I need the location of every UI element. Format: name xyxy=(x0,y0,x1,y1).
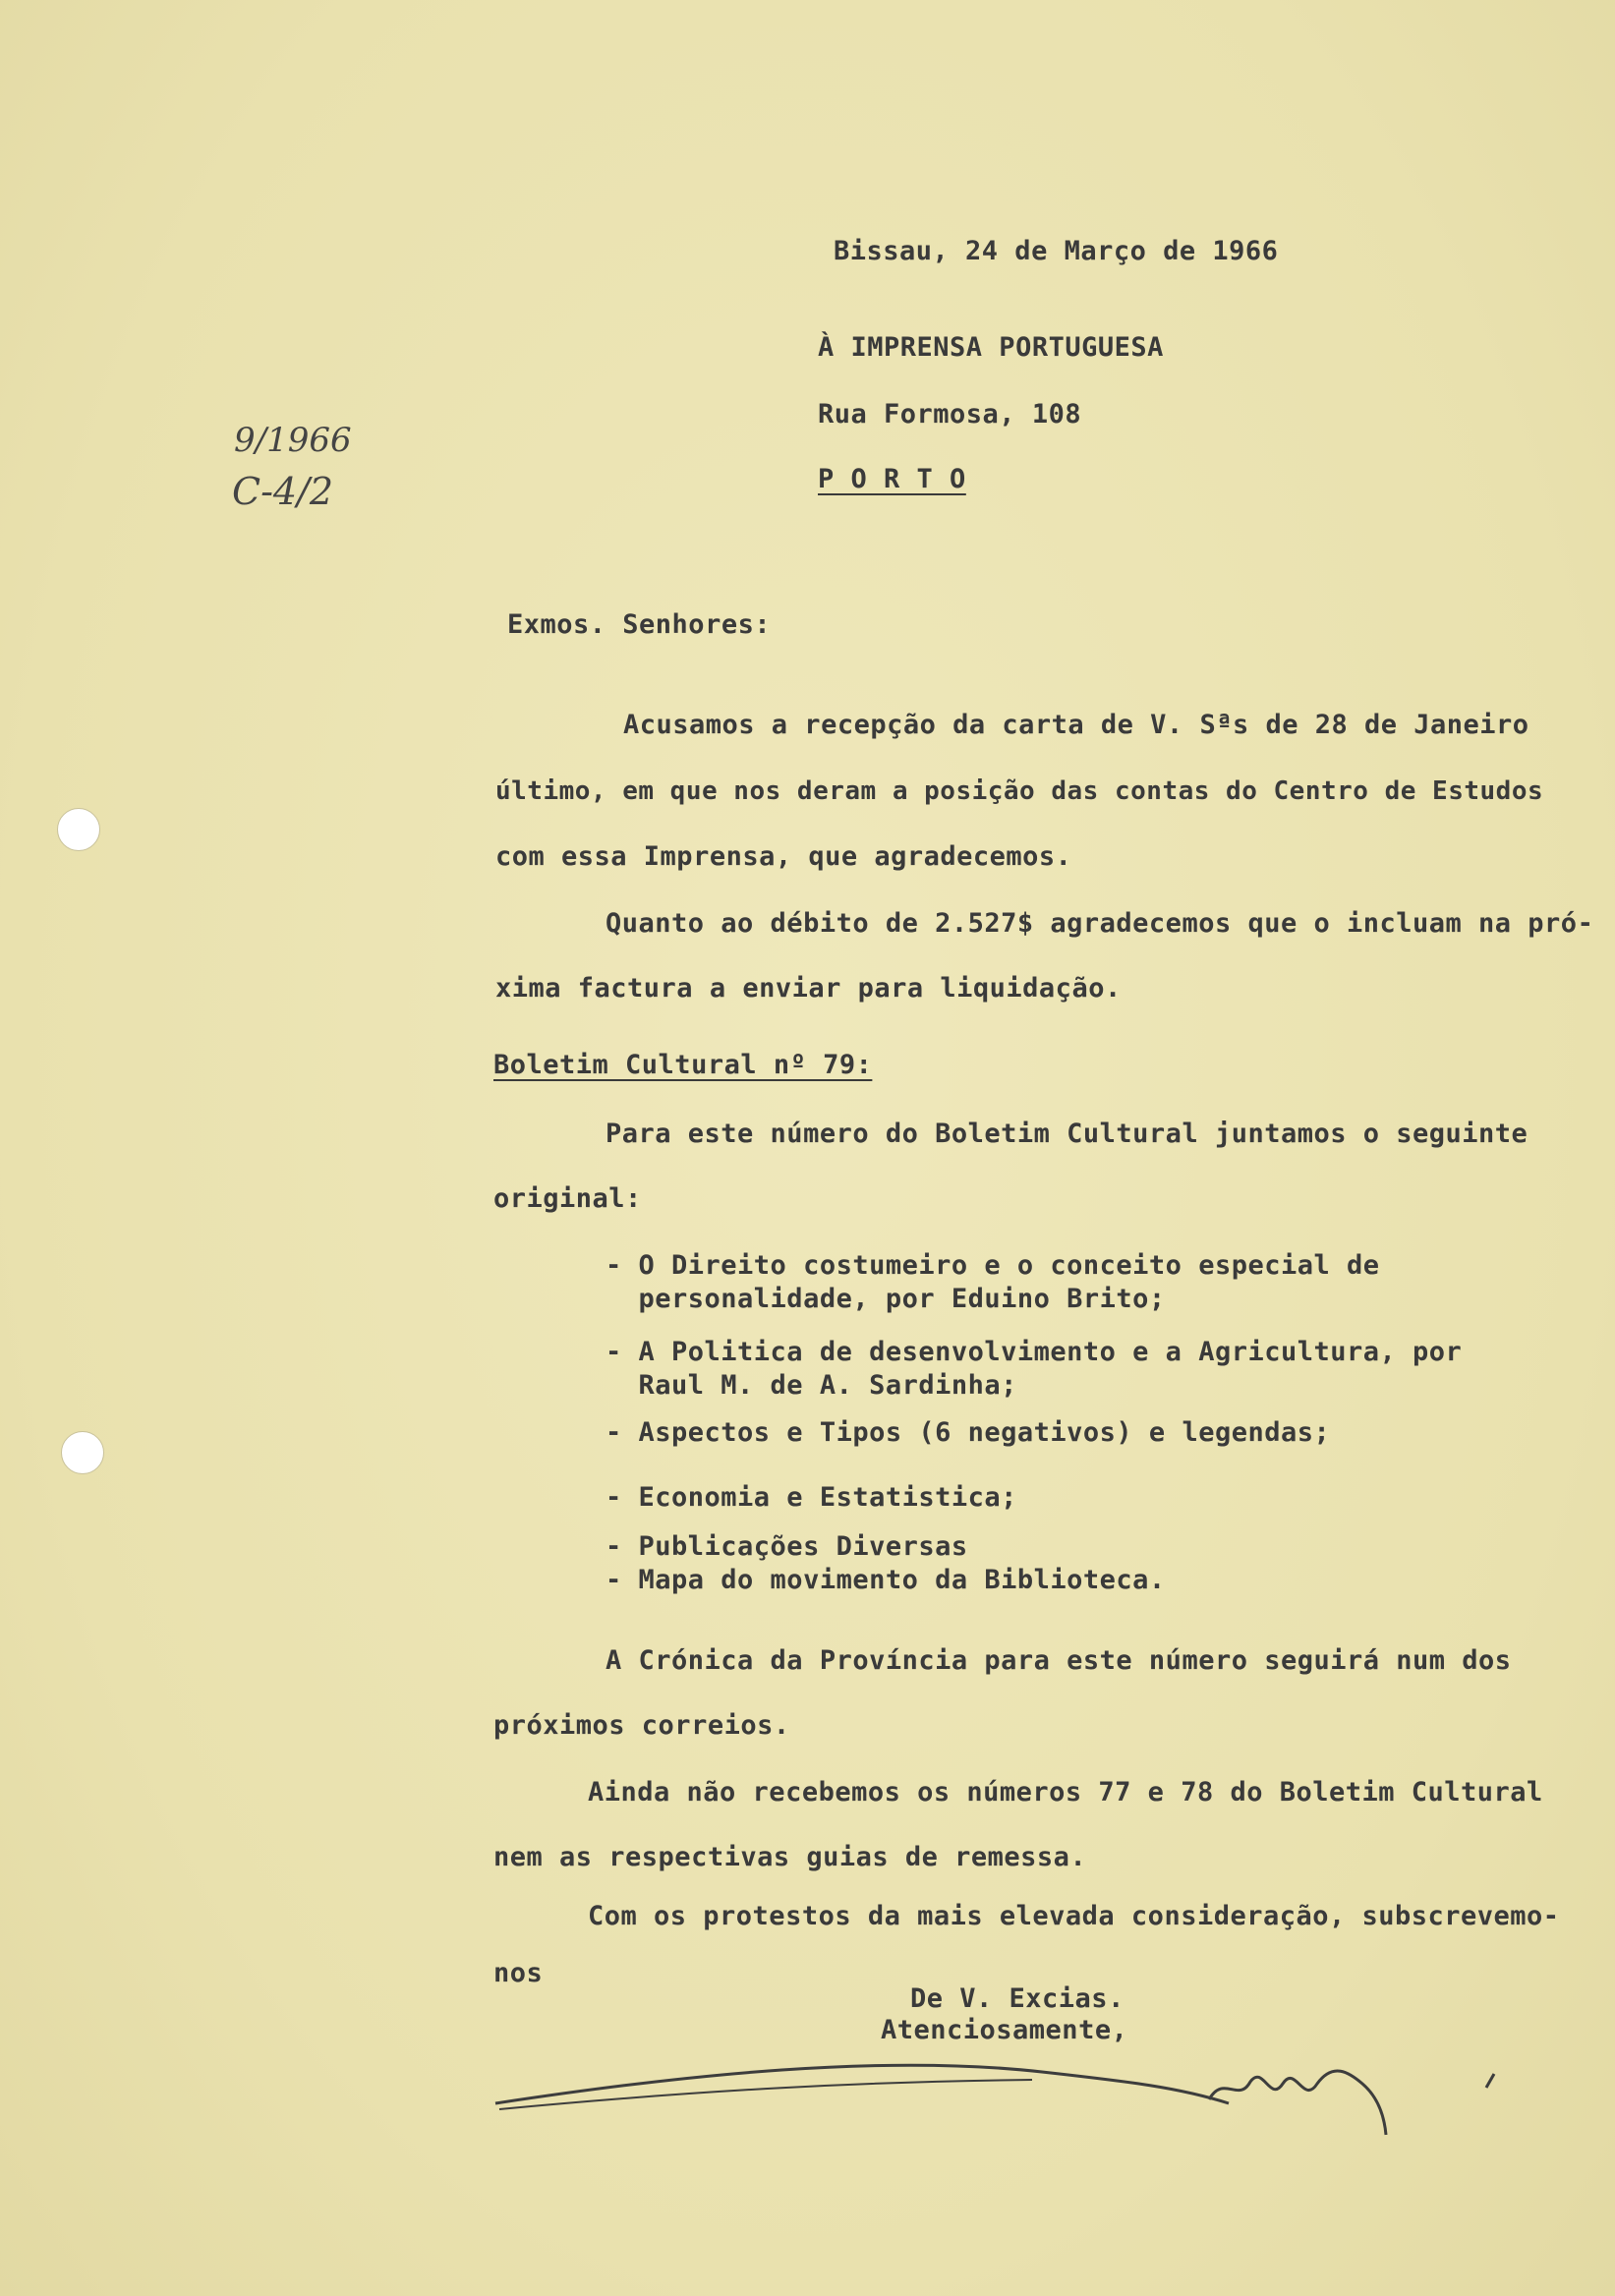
punch-hole-bottom xyxy=(61,1431,104,1474)
section-intro-line: original: xyxy=(493,1183,642,1214)
recipient-address: Rua Formosa, 108 xyxy=(818,399,1082,430)
recipient-city: P O R T O xyxy=(818,464,966,494)
punch-hole-top xyxy=(57,808,100,851)
handwritten-archive-code: C-4/2 xyxy=(232,470,334,513)
closing-line: nos xyxy=(493,1958,544,1988)
body-line: Acusamos a recepção da carta de V. Sªs de 28 de Janeiro xyxy=(623,710,1529,740)
salutation: Exmos. Senhores: xyxy=(507,609,772,640)
enclosure-item: - Publicações Diversas xyxy=(606,1531,968,1562)
handwritten-reference-number: 9/1966 xyxy=(234,421,352,460)
body-line: xima factura a enviar para liquidação. xyxy=(495,973,1122,1004)
body-line: com essa Imprensa, que agradecemos. xyxy=(495,841,1072,872)
enclosure-item: - O Direito costumeiro e o conceito especial de xyxy=(606,1250,1380,1281)
recipient-name: À IMPRENSA PORTUGUESA xyxy=(818,332,1164,363)
date-line: Bissau, 24 de Março de 1966 xyxy=(834,236,1279,266)
body-line: Quanto ao débito de 2.527$ agradecemos que o incluam na pró- xyxy=(606,908,1594,939)
closing-line: Ainda não recebemos os números 77 e 78 do Boletim Cultural xyxy=(588,1777,1543,1808)
closing-line: nem as respectivas guias de remessa. xyxy=(493,1842,1087,1872)
enclosure-item: - A Politica de desenvolvimento e a Agricultura, por xyxy=(606,1337,1463,1367)
enclosure-item: personalidade, por Eduino Brito; xyxy=(606,1284,1166,1314)
enclosure-item: - Economia e Estatistica; xyxy=(606,1482,1017,1513)
section-title: Boletim Cultural nº 79: xyxy=(493,1050,873,1080)
enclosure-item: - Aspectos e Tipos (6 negativos) e legendas; xyxy=(606,1417,1331,1448)
section-intro-line: Para este número do Boletim Cultural juntamos o seguinte xyxy=(606,1119,1528,1149)
enclosure-item: - Mapa do movimento da Biblioteca. xyxy=(606,1565,1166,1595)
enclosure-item: Raul M. de A. Sardinha; xyxy=(606,1370,1017,1401)
closing-line: A Crónica da Província para este número seguirá num dos xyxy=(606,1645,1512,1676)
sign-off-line: Atenciosamente, xyxy=(881,2015,1128,2045)
closing-line: próximos correios. xyxy=(493,1710,790,1741)
body-line: último, em que nos deram a posição das contas do Centro de Estudos xyxy=(495,776,1544,806)
closing-line: Com os protestos da mais elevada consideração, subscrevemo- xyxy=(588,1901,1560,1931)
sign-off-line: De V. Excias. xyxy=(910,1983,1125,2014)
